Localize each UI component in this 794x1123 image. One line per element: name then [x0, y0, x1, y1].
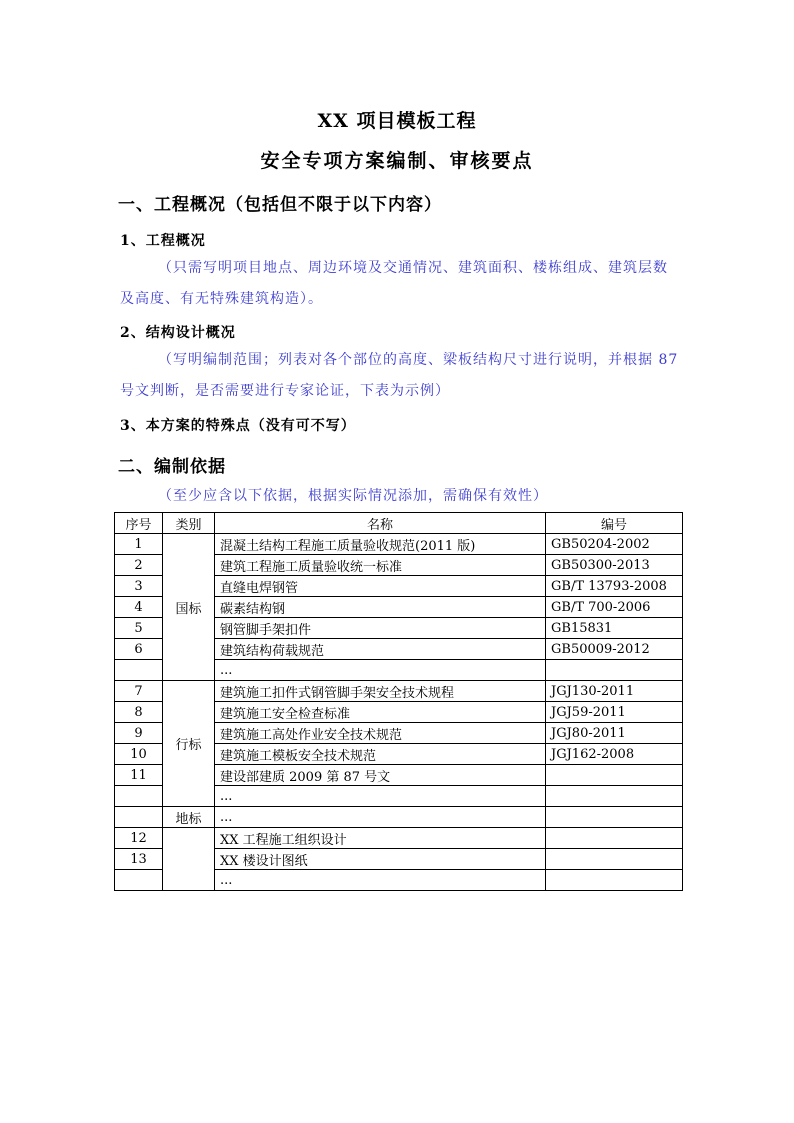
row-name: 碳素结构钢: [215, 597, 546, 618]
table-row: [115, 681, 683, 702]
subheading-structure-design: 2、结构设计概况: [120, 325, 236, 341]
row-name: 建筑结构荷载规范: [215, 639, 546, 660]
row-name: 建筑施工安全检查标准: [215, 702, 546, 723]
row-code: GB50204-2002: [546, 534, 683, 555]
header-code: 编号: [546, 513, 683, 534]
row-no: [115, 807, 163, 828]
table-row: [115, 534, 683, 555]
document-title: XX 项目模板工程: [317, 110, 477, 132]
table-row: [115, 807, 683, 828]
category-empty: [163, 828, 215, 891]
note-structure-design: （写明编制范围；列表对各个部位的高度、梁板结构尺寸进行说明，并根据 87 号文判断，是否需要进行专家论证，下表为示例）: [120, 352, 679, 399]
row-no: [115, 660, 163, 681]
basis-table: [114, 512, 683, 891]
row-no: 5: [115, 618, 163, 639]
row-name: 直缝电焊钢管: [215, 576, 546, 597]
row-name: 建筑施工模板安全技术规范: [215, 744, 546, 765]
row-name: 钢管脚手架扣件: [215, 618, 546, 639]
row-code: JGJ59-2011: [546, 702, 683, 723]
row-code: [546, 660, 683, 681]
row-code: [546, 828, 683, 849]
row-code: [546, 786, 683, 807]
row-name: ...: [215, 807, 546, 828]
header-category: 类别: [163, 513, 215, 534]
row-name: 建筑施工高处作业安全技术规范: [215, 723, 546, 744]
row-code: JGJ162-2008: [546, 744, 683, 765]
row-code: JGJ80-2011: [546, 723, 683, 744]
table-row: [115, 828, 683, 849]
subheading-special-points: 3、本方案的特殊点（没有可不写）: [120, 418, 356, 434]
row-name: ...: [215, 870, 546, 891]
header-no: 序号: [115, 513, 163, 534]
row-code: [546, 849, 683, 870]
row-name: XX 楼设计图纸: [215, 849, 546, 870]
row-code: GB50009-2012: [546, 639, 683, 660]
row-code: GB15831: [546, 618, 683, 639]
row-no: 11: [115, 765, 163, 786]
row-name: 混凝土结构工程施工质量验收规范(2011 版): [215, 534, 546, 555]
row-code: GB/T 700-2006: [546, 597, 683, 618]
subheading-project-overview: 1、工程概况: [120, 233, 206, 249]
row-code: [546, 870, 683, 891]
row-name: XX 工程施工组织设计: [215, 828, 546, 849]
row-no: 1: [115, 534, 163, 555]
row-code: GB/T 13793-2008: [546, 576, 683, 597]
section-heading-overview: 一、工程概况（包括但不限于以下内容）: [118, 195, 442, 215]
row-no: 9: [115, 723, 163, 744]
document-subtitle: 安全专项方案编制、审核要点: [260, 150, 534, 172]
row-no: 6: [115, 639, 163, 660]
row-no: [115, 870, 163, 891]
section-heading-basis: 二、编制依据: [118, 457, 226, 477]
category-local: 地标: [163, 807, 215, 828]
row-no: 12: [115, 828, 163, 849]
note-project-overview: （只需写明项目地点、周边环境及交通情况、建筑面积、楼栋组成、建筑层数及高度、有无特殊建筑构造）。: [120, 260, 668, 307]
row-no: 7: [115, 681, 163, 702]
table-header-row: [115, 513, 683, 534]
row-name: 建设部建质 2009 第 87 号文: [215, 765, 546, 786]
note-basis: （至少应含以下依据，根据实际情况添加，需确保有效性）: [158, 488, 548, 504]
row-no: 4: [115, 597, 163, 618]
category-national: 国标: [163, 534, 215, 681]
row-name: ...: [215, 660, 546, 681]
row-no: 10: [115, 744, 163, 765]
row-name: ...: [215, 786, 546, 807]
row-code: JGJ130-2011: [546, 681, 683, 702]
row-code: [546, 807, 683, 828]
row-code: [546, 765, 683, 786]
header-name: 名称: [215, 513, 546, 534]
row-no: [115, 786, 163, 807]
category-industry: 行标: [163, 681, 215, 807]
row-code: GB50300-2013: [546, 555, 683, 576]
row-name: 建筑工程施工质量验收统一标准: [215, 555, 546, 576]
row-no: 13: [115, 849, 163, 870]
row-no: 2: [115, 555, 163, 576]
row-name: 建筑施工扣件式钢管脚手架安全技术规程: [215, 681, 546, 702]
row-no: 8: [115, 702, 163, 723]
row-no: 3: [115, 576, 163, 597]
